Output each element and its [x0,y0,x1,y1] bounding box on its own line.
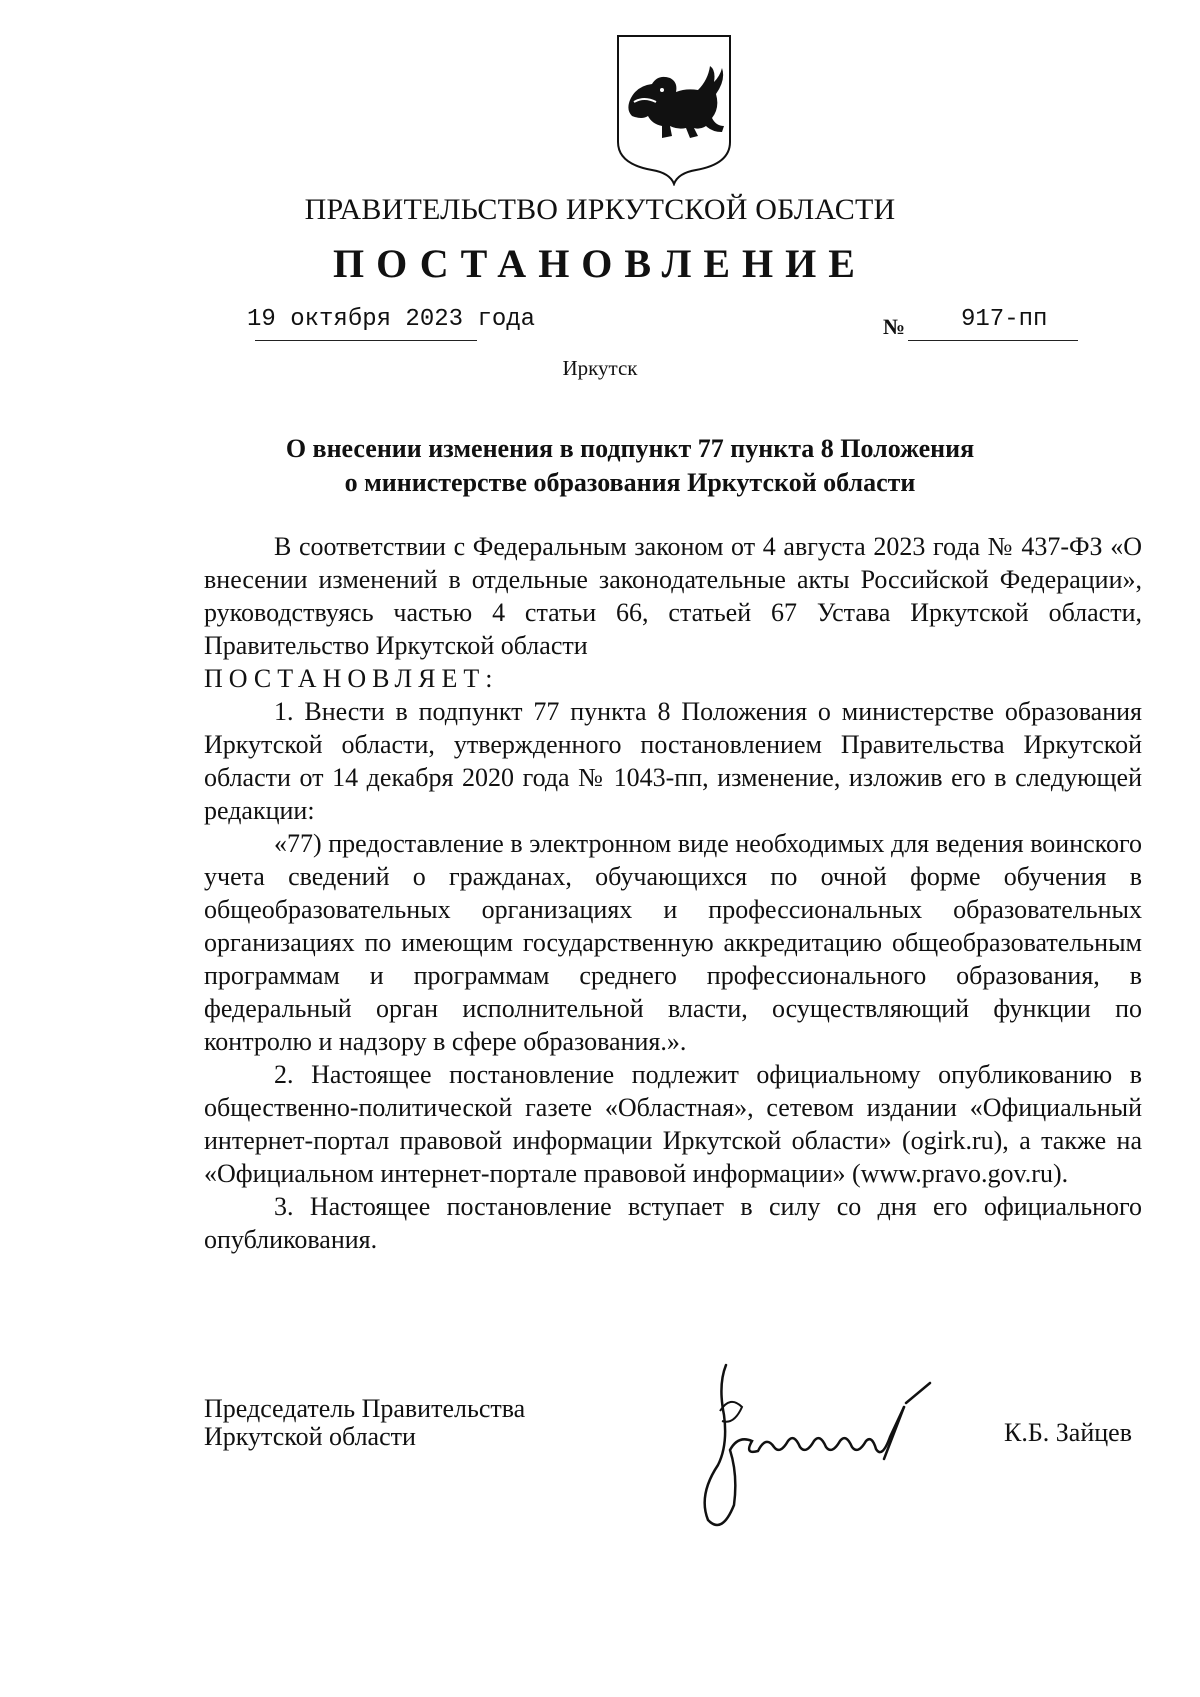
coat-of-arms-icon [612,30,736,186]
signatory-position [204,1395,525,1451]
signatory-name: К.Б. Зайцев [1004,1418,1132,1447]
heading-line-1: О внесении изменения в подпункт 77 пункта 8 Положения [285,434,975,463]
document-number: 917-пп [961,306,1048,333]
city: Иркутск [562,356,638,380]
document-heading [200,432,1060,500]
item-1-quote-paragraph: «77) предоставление в электронном виде необходимых для ведения воинского учета сведений о гражданах, обучающихся по очной форме обучения в общеобразовательных организациях и профессиональных образовательных организациях по имеющим государственную аккредитацию общеобразовательным программам и программам среднего профессионального образования, в федеральный орган исполнительной власти, осуществляющий функции по контролю и надзору в сфере образования.». [204,829,1142,1056]
preamble-paragraph: В соответствии с Федеральным законом от 4 августа 2023 года № 437-ФЗ «О внесении изменений в отдельные законодательные акты Российской Федерации», руководствуясь частью 4 статьи 66, статьей 67 Устава Иркутской области, Правительство Иркутской области [204,532,1142,660]
item-3-paragraph: 3. Настоящее постановление вступает в силу со дня его официального опубликования. [204,1192,1142,1254]
document-date: 19 октября 2023 года [247,306,536,333]
item-1-paragraph: 1. Внести в подпункт 77 пункта 8 Положения о министерстве образования Иркутской области, утвержденного постановлением Правительства Иркутской области от 14 декабря 2020 года № 1043-пп, изменение, изложив его в следующей редакции: [204,697,1142,825]
position-line-2: Иркутской области [204,1422,416,1451]
document-body [204,530,1142,1256]
number-sign: № [883,314,906,339]
heading-line-2: о министерстве образования Иркутской области [344,468,916,497]
government-title: ПРАВИТЕЛЬСТВО ИРКУТСКОЙ ОБЛАСТИ [304,193,896,226]
item-2-paragraph: 2. Настоящее постановление подлежит официальному опубликованию в общественно-политической газете «Областная», сетевом издании «Официальный интернет-портал правовой информации Иркутской области» (ogirk.ru), а также на «Официальном интернет-портале правовой информации» (www.pravo.gov.ru). [204,1060,1142,1188]
position-line-1: Председатель Правительства [204,1394,526,1423]
document-type: ПОСТАНОВЛЕНИЕ [333,241,867,286]
handwritten-signature [678,1355,978,1535]
resolves-word: ПОСТАНОВЛЯЕТ: [204,664,499,693]
